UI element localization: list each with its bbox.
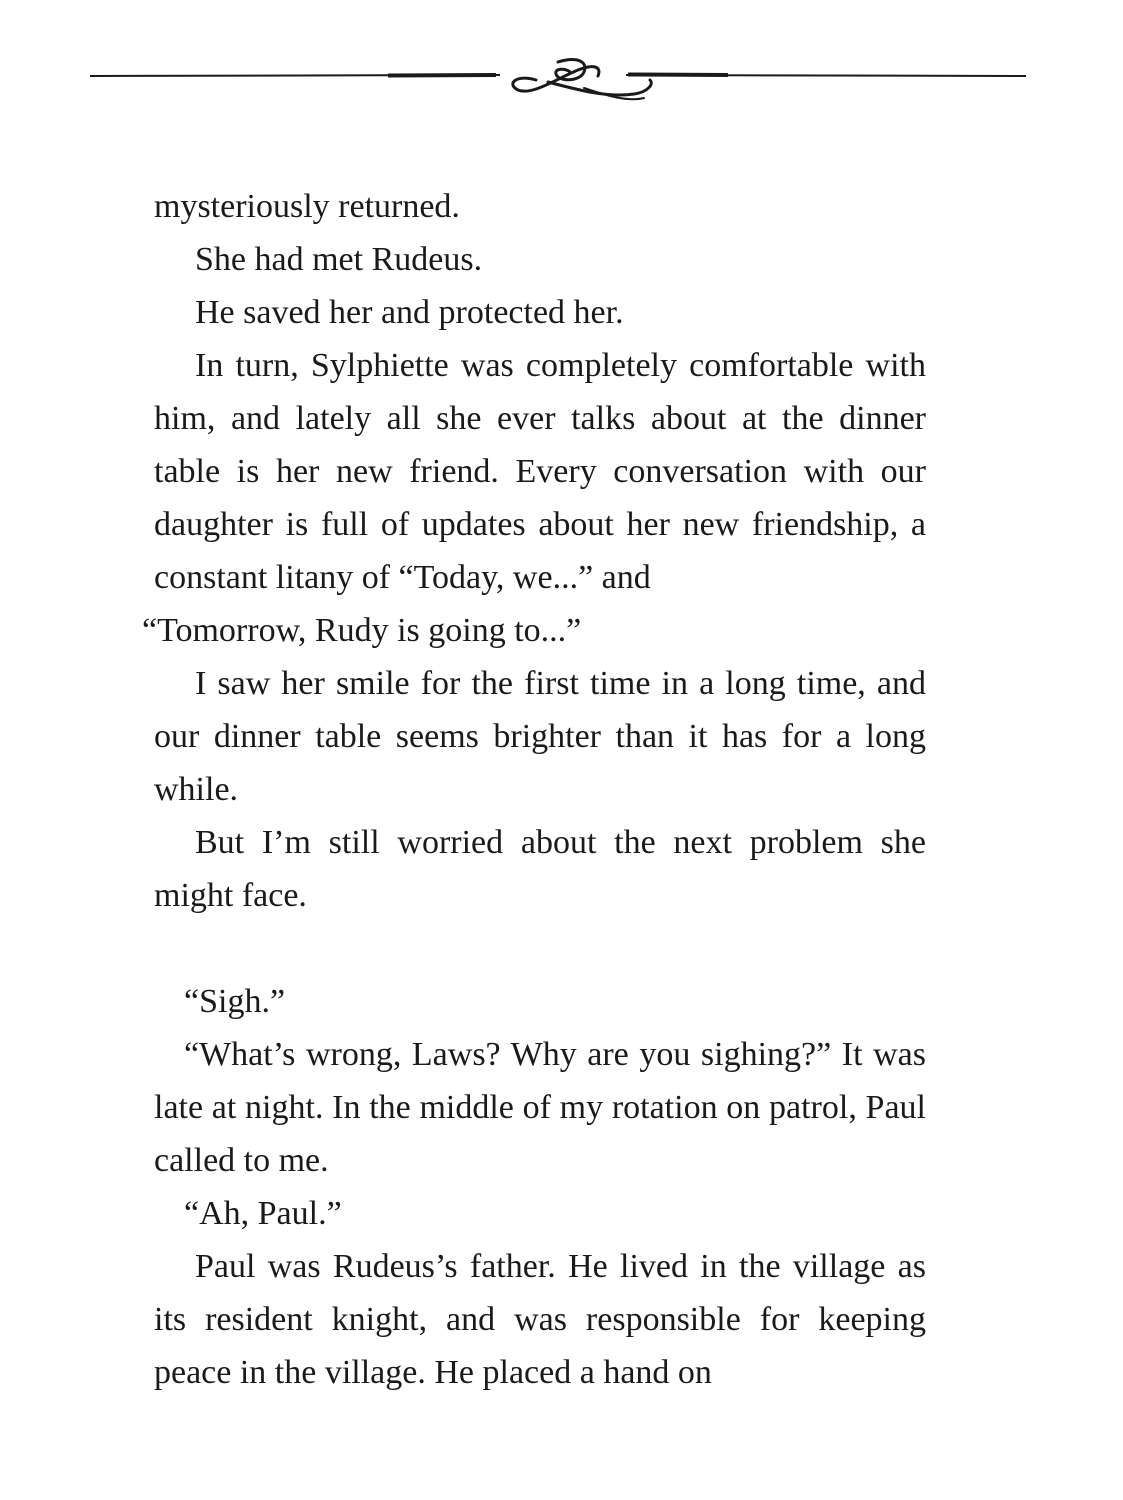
paragraph: “Ah, Paul.” [184, 1195, 342, 1232]
scene-break [154, 922, 926, 975]
paragraph: She had met Rudeus. [195, 241, 483, 278]
body-text [142, 180, 926, 1399]
paragraph: mysteriously returned. [154, 188, 460, 225]
paragraph: I saw her smile for the first time in a long time, and our dinner table seems brighter than it has for a long while. [154, 665, 926, 808]
paragraph: In turn, Sylphiette was completely comfortable with him, and lately all she ever talks about at the dinner table is her new friend. Every conversation with our daughter is full of updates about her new friendship, a constant litany of “Today, we...” and [154, 347, 926, 596]
paragraph: He saved her and protected her. [195, 294, 624, 331]
paragraph: But I’m still worried about the next problem she might face. [154, 824, 926, 914]
paragraph: “Sigh.” [184, 983, 286, 1020]
paragraph: Paul was Rudeus’s father. He lived in the village as its resident knight, and was responsible for keeping peace in the village. He placed a hand on [154, 1248, 926, 1391]
paragraph: “What’s wrong, Laws? Why are you sighing?” It was late at night. In the middle of my rotation on patrol, Paul called to me. [154, 1036, 926, 1179]
flourish-divider-icon [88, 48, 1028, 108]
paragraph: “Tomorrow, Rudy is going to...” [142, 612, 582, 649]
